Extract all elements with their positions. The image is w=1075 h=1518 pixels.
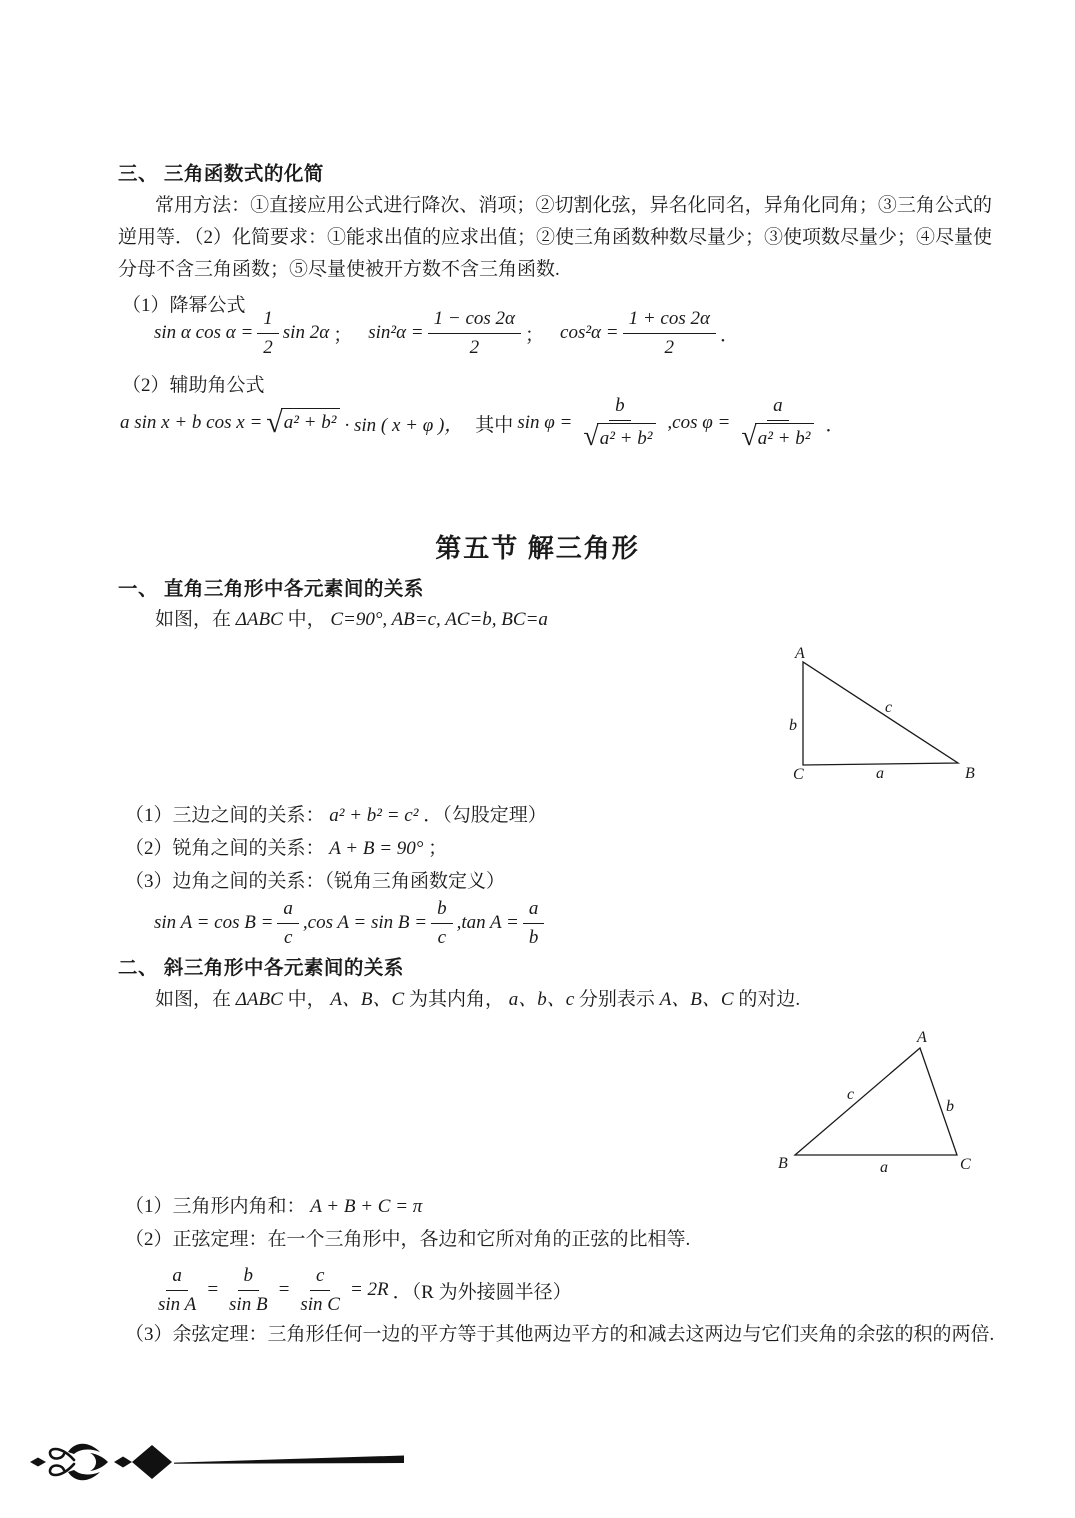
fraction-numerator: c (310, 1264, 330, 1291)
auxiliary-angle-formula (118, 392, 846, 454)
fraction-denominator: c (283, 926, 293, 948)
math-text: sin φ = (517, 412, 573, 433)
math-text: sin²α = (368, 322, 424, 343)
subheading-power-reduction: （1）降幂公式 (122, 295, 246, 316)
chinese-text: ； (428, 838, 448, 859)
fraction (152, 1264, 202, 1317)
math-text: ,cos A = sin B = (302, 912, 428, 933)
fraction-numerator: b (238, 1264, 260, 1291)
fraction-numerator: a (277, 897, 299, 924)
fraction (257, 307, 279, 360)
radicand: a² + b² (755, 423, 815, 451)
math-text: A、B、C (330, 989, 405, 1010)
side-label-c: c (885, 699, 893, 716)
math-text: a、b、c (508, 989, 575, 1010)
math-text: sin 2α (282, 322, 330, 343)
side-label-a: a (876, 765, 884, 782)
chinese-text: ．（勾股定理） (423, 805, 547, 826)
paragraph-line: 逆用等．（2）化简要求：①能求出值的应求出值；②使三角函数种数尽量少；③使项数尽量少；④尽量使 (118, 227, 993, 248)
vertex-label-C: C (793, 766, 804, 783)
fraction (623, 307, 716, 360)
math-text: sin A = cos B = (154, 912, 274, 933)
fraction (523, 897, 545, 950)
law-of-sines-formula (152, 1258, 574, 1322)
power-reduction-formula (152, 303, 741, 363)
relation-item-2 (125, 836, 447, 862)
side-label-b: b (946, 1098, 954, 1115)
vertex-label-A: A (917, 1029, 927, 1046)
period: ． (719, 324, 739, 346)
triangle-outline (795, 1048, 957, 1155)
chinese-text: （1）三边之间的关系： (125, 805, 325, 826)
math-text: A、B、C (659, 989, 734, 1010)
fraction (277, 897, 299, 950)
fraction-denominator: c (437, 926, 447, 948)
fraction (431, 897, 453, 950)
chinese-text: 中， (287, 989, 326, 1010)
fraction-denominator (734, 421, 821, 452)
chinese-text: 如图，在 (155, 609, 232, 630)
chinese-text: 其中 (475, 414, 514, 436)
separator: ； (525, 324, 545, 346)
radicand: a² + b² (281, 408, 341, 434)
relation-item-1 (125, 803, 547, 829)
chinese-text: ．（R 为外接圆半径） (392, 1281, 572, 1303)
separator: ； (333, 324, 353, 346)
chinese-text: 如图，在 (155, 989, 232, 1010)
radicand: a² + b² (597, 423, 657, 451)
relation-item-3 (125, 869, 505, 895)
math-text: sin α cos α = (154, 322, 254, 343)
fraction-numerator: a (767, 394, 789, 421)
fraction-denominator: 2 (263, 336, 273, 358)
radical-sign: √ (583, 421, 599, 452)
intro-line-right-triangle (155, 604, 548, 631)
section3-heading: 三、 三角函数式的化简 (118, 163, 324, 185)
math-text: ΔABC (235, 609, 283, 630)
oblique-item-1 (125, 1194, 422, 1220)
right-triangle-figure (770, 638, 990, 788)
fraction-numerator: a (523, 897, 545, 924)
fraction-denominator: b (528, 926, 539, 948)
flourish-small-diamond (30, 1458, 46, 1467)
footer-flourish-icon (28, 1438, 418, 1486)
square-root (741, 423, 814, 451)
chinese-text: （3）边角之间的关系：（锐角三角函数定义） (125, 871, 506, 892)
fraction-numerator: b (609, 394, 631, 421)
vertex-label-B: B (965, 765, 975, 782)
section3-paragraph (118, 190, 992, 286)
fraction (223, 1264, 274, 1317)
chinese-text: （2）锐角之间的关系： (125, 838, 325, 859)
radical-sign: √ (741, 421, 757, 452)
fraction (576, 394, 663, 452)
chinese-text: 的对边. (738, 989, 801, 1010)
math-text: · sin ( x + φ )， (344, 414, 464, 436)
fraction-denominator: sin A (158, 1293, 197, 1315)
math-text: ΔABC (235, 989, 283, 1010)
fraction-denominator: sin B (229, 1293, 268, 1315)
subheading-auxiliary-angle: （2）辅助角公式 (122, 375, 265, 396)
radical-sign: √ (266, 406, 283, 439)
fraction-numerator: 1 + cos 2α (623, 307, 716, 334)
side-label-c: c (847, 1086, 855, 1103)
flourish-big-diamond (132, 1445, 172, 1479)
math-text: ,tan A = (456, 912, 519, 933)
equals-sign: = (206, 1279, 220, 1300)
fraction-numerator: a (166, 1264, 188, 1291)
math-text: ,cos φ = (667, 412, 731, 433)
chinese-text: （2）正弦定理：在一个三角形中，各边和它所对角的正弦的比相等. (125, 1229, 691, 1250)
fraction-denominator: 2 (469, 336, 480, 358)
subsection2-heading: 二、 斜三角形中各元素间的关系 (118, 957, 404, 979)
fraction-denominator: 2 (664, 336, 675, 358)
math-text: A + B = 90° (329, 838, 424, 859)
side-label-b: b (789, 717, 797, 734)
paragraph-line: 常用方法：①直接应用公式进行降次、消项；②切割化弦，异名化同名，异角化同角；③三角公式的 (155, 195, 992, 216)
triangle-outline (803, 662, 958, 765)
flourish-wing-bottom (68, 1470, 100, 1480)
flourish-taper-line (174, 1456, 404, 1464)
vertex-label-B: B (778, 1155, 788, 1172)
square-root (266, 408, 340, 438)
fraction-denominator: sin C (300, 1293, 340, 1315)
flourish-wing-top (68, 1444, 100, 1454)
oblique-item-2 (125, 1227, 690, 1253)
fraction-numerator: 1 (257, 307, 279, 334)
math-text: C=90°, AB=c, AC=b, BC=a (330, 609, 548, 630)
math-text: A + B + C = π (310, 1196, 423, 1217)
chinese-text: 中， (287, 609, 326, 630)
chinese-text: （3）余弦定理：三角形任何一边的平方等于其他两边平方的和减去这两边与它们夹角的余弦的积的两倍. (125, 1324, 995, 1345)
trig-ratio-formula (152, 894, 546, 952)
fraction (734, 394, 821, 452)
vertex-label-C: C (960, 1156, 971, 1173)
side-label-a: a (880, 1159, 888, 1176)
section5-title: 第五节 解三角形 (435, 534, 640, 563)
fraction-numerator: b (431, 897, 453, 924)
fraction (294, 1264, 346, 1317)
oblique-triangle-figure (763, 1022, 988, 1182)
oblique-item-3 (125, 1322, 1005, 1348)
chinese-text: 分别表示 (578, 989, 655, 1010)
math-text: a sin x + b cos x = (120, 412, 263, 433)
square-root (583, 423, 656, 451)
subsection1-heading: 一、 直角三角形中各元素间的关系 (118, 578, 424, 600)
flourish-bracket (90, 1453, 108, 1471)
intro-line-oblique-triangle (155, 984, 800, 1011)
flourish-mid-diamond (114, 1457, 132, 1468)
math-text: cos²α = (560, 322, 619, 343)
fraction (428, 307, 521, 360)
paragraph-line: 分母不含三角函数；⑤尽量使被开方数不含三角函数. (118, 259, 560, 280)
fraction-numerator: 1 − cos 2α (428, 307, 521, 334)
math-text: a² + b² = c² (329, 805, 419, 826)
math-text: = 2R (349, 1279, 389, 1300)
chinese-text: （1）三角形内角和： (125, 1196, 306, 1217)
period: ． (825, 414, 845, 436)
chinese-text: 为其内角， (408, 989, 504, 1010)
vertex-label-A: A (795, 645, 805, 662)
equals-sign: = (277, 1279, 291, 1300)
fraction-denominator (576, 421, 663, 452)
